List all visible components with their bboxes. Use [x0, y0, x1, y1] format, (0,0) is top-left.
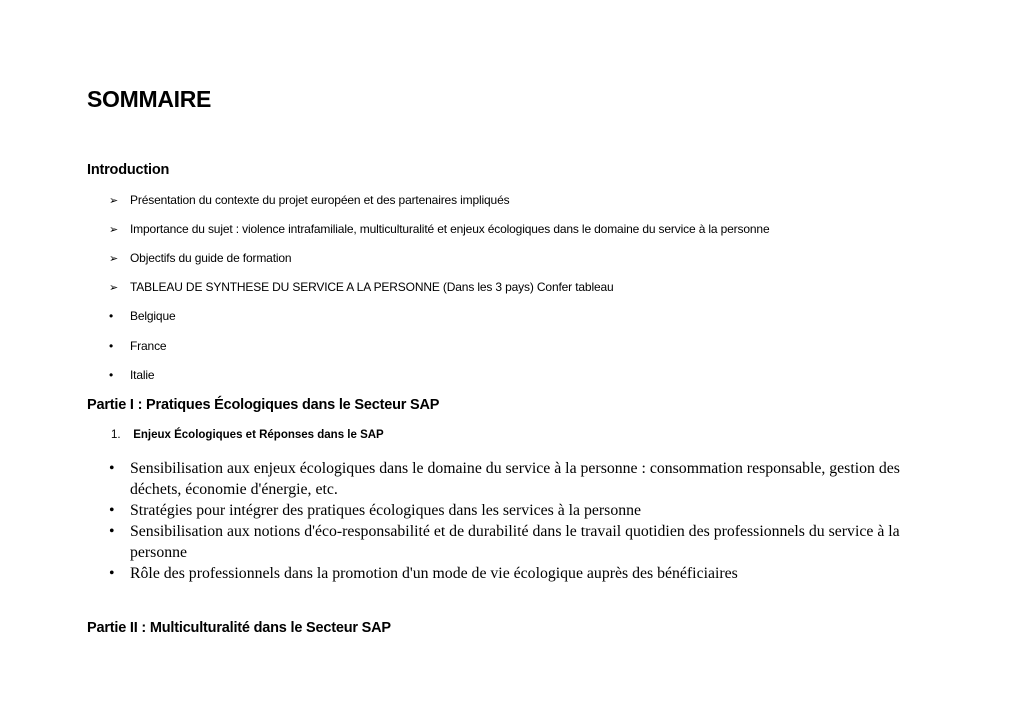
arrow-bullet-icon: ➢	[109, 252, 119, 265]
page-title: SOMMAIRE	[87, 86, 212, 112]
country-list-item	[109, 309, 176, 323]
dot-bullet-icon: •	[109, 565, 115, 582]
bullet-text: Stratégies pour intégrer des pratiques écologiques dans les services à la personne	[130, 502, 642, 519]
partie1-heading: Partie I : Pratiques Écologiques dans le Secteur SAP	[87, 397, 440, 413]
dot-bullet-icon: •	[109, 460, 115, 477]
partie2-heading: Partie II : Multiculturalité dans le Secteur SAP	[87, 620, 391, 636]
partie1-bullet-list	[109, 458, 949, 584]
intro-list-item	[109, 193, 509, 207]
dot-bullet-icon: •	[109, 339, 114, 353]
bullet-text: Sensibilisation aux enjeux écologiques dans le domaine du service à la personne : consommation responsable, gestion des déchets, économie d'énergie, etc.	[130, 460, 900, 498]
intro-item-text: Importance du sujet : violence intrafamiliale, multiculturalité et enjeux écologiques dans le domaine du service à la personne	[130, 222, 770, 236]
country-name: France	[130, 339, 167, 353]
intro-list-item	[109, 222, 769, 236]
dot-bullet-icon: •	[109, 368, 114, 382]
country-list-item	[109, 339, 166, 353]
partie1-bullet-item	[109, 563, 949, 584]
intro-item-text: Objectifs du guide de formation	[130, 251, 292, 265]
intro-item-text: TABLEAU DE SYNTHESE DU SERVICE A LA PERSONNE (Dans les 3 pays) Confer tableau	[130, 280, 614, 294]
country-name: Italie	[130, 368, 155, 382]
partie1-bullet-item	[109, 458, 949, 500]
intro-list-item	[109, 280, 614, 294]
dot-bullet-icon: •	[109, 523, 115, 540]
partie1-bullet-item	[109, 500, 949, 521]
dot-bullet-icon: •	[109, 502, 115, 519]
bullet-text: Rôle des professionnels dans la promotion d'un mode de vie écologique auprès des bénéficiaires	[130, 565, 738, 582]
arrow-bullet-icon: ➢	[109, 281, 119, 294]
country-list-item	[109, 368, 154, 382]
arrow-bullet-icon: ➢	[109, 223, 119, 236]
intro-item-text: Présentation du contexte du projet européen et des partenaires impliqués	[130, 193, 510, 207]
subsection-title: Enjeux Écologiques et Réponses dans le SAP	[133, 429, 384, 441]
bullet-text: Sensibilisation aux notions d'éco-responsabilité et de durabilité dans le travail quotidien des professionnels du service à la personne	[130, 523, 900, 561]
subsection-number: 1.	[111, 429, 121, 441]
partie1-subsection	[111, 429, 384, 441]
partie1-bullet-item	[109, 521, 949, 563]
dot-bullet-icon: •	[109, 309, 114, 323]
intro-list-item	[109, 251, 291, 265]
country-name: Belgique	[130, 309, 176, 323]
arrow-bullet-icon: ➢	[109, 194, 119, 207]
introduction-heading: Introduction	[87, 162, 170, 178]
